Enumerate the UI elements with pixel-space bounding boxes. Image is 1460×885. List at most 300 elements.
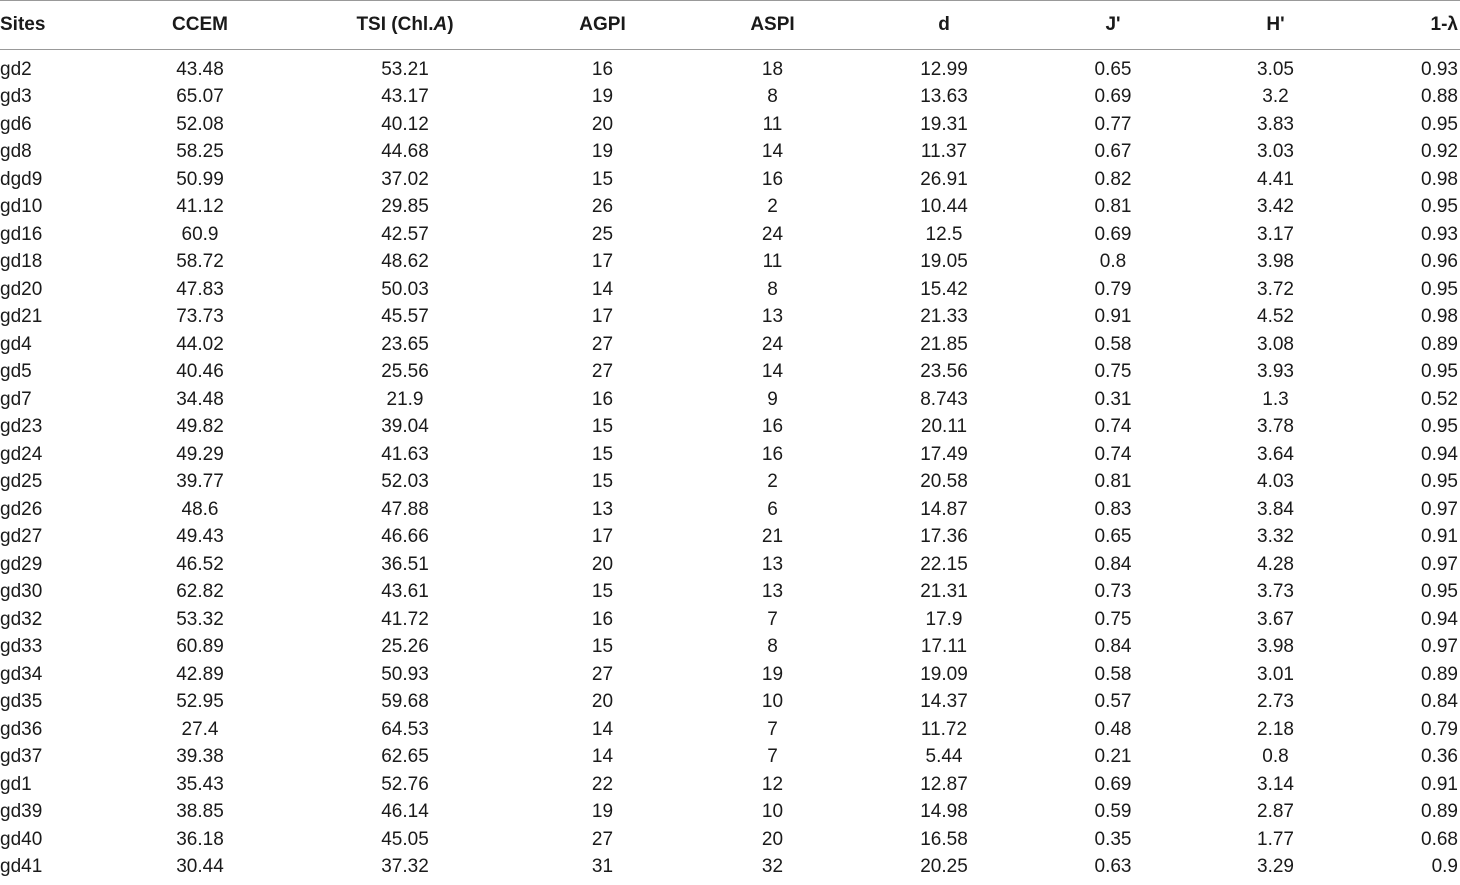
cell-ccem: 52.08 — [176, 113, 224, 135]
cell-h: 2.73 — [1257, 691, 1294, 713]
cell-h: 3.78 — [1257, 416, 1294, 438]
cell-ccem: 39.77 — [176, 471, 224, 493]
cell-h: 2.87 — [1257, 801, 1294, 823]
cell-agpi: 19 — [591, 86, 614, 108]
cell-site: gd27 — [0, 526, 43, 548]
cell-lambda: 0.89 — [1421, 801, 1458, 823]
cell-aspi: 16 — [761, 416, 784, 438]
cell-j: 0.8 — [1099, 251, 1127, 273]
cell-aspi: 13 — [761, 581, 784, 603]
cell-site: gd24 — [0, 443, 43, 465]
cell-d: 19.05 — [920, 251, 968, 273]
cell-lambda: 0.89 — [1421, 333, 1458, 355]
cell-aspi: 7 — [767, 608, 778, 630]
cell-d: 23.56 — [920, 361, 968, 383]
header-tsi-italic: A — [433, 14, 448, 35]
cell-aspi: 16 — [761, 168, 784, 190]
cell-d: 17.36 — [920, 526, 968, 548]
cell-h: 3.32 — [1257, 526, 1294, 548]
table-row — [0, 606, 1460, 634]
cell-j: 0.91 — [1094, 306, 1132, 328]
cell-j: 0.31 — [1094, 388, 1132, 410]
cell-site: gd16 — [0, 223, 43, 245]
cell-lambda: 0.95 — [1421, 581, 1458, 603]
cell-tsi: 36.51 — [381, 553, 429, 575]
cell-h: 3.42 — [1257, 196, 1294, 218]
cell-ccem: 47.83 — [176, 278, 224, 300]
cell-site: gd30 — [0, 581, 43, 603]
cell-tsi: 62.65 — [381, 746, 429, 768]
cell-ccem: 36.18 — [176, 828, 224, 850]
cell-tsi: 52.03 — [381, 471, 429, 493]
cell-site: gd4 — [0, 333, 32, 355]
table-row — [0, 84, 1460, 112]
cell-aspi: 7 — [767, 746, 778, 768]
table-row — [0, 744, 1460, 772]
cell-agpi: 20 — [591, 553, 614, 575]
table-row — [0, 579, 1460, 607]
cell-ccem: 73.73 — [176, 306, 224, 328]
cell-agpi: 17 — [591, 306, 614, 328]
table-row — [0, 634, 1460, 662]
cell-d: 22.15 — [920, 553, 968, 575]
cell-d: 17.9 — [925, 608, 963, 630]
cell-lambda: 0.96 — [1421, 251, 1458, 273]
cell-site: gd20 — [0, 278, 43, 300]
table-row — [0, 194, 1460, 222]
cell-site: gd2 — [0, 58, 32, 80]
cell-ccem: 62.82 — [176, 581, 224, 603]
cell-h: 4.52 — [1257, 306, 1294, 328]
cell-tsi: 42.57 — [381, 223, 429, 245]
cell-lambda: 0.94 — [1421, 443, 1458, 465]
table-header — [0, 1, 1460, 50]
header-agpi: AGPI — [505, 1, 700, 50]
cell-j: 0.58 — [1094, 663, 1132, 685]
cell-site: gd33 — [0, 636, 43, 658]
cell-j: 0.63 — [1094, 856, 1132, 878]
cell-j: 0.75 — [1094, 608, 1132, 630]
cell-lambda: 0.98 — [1421, 306, 1458, 328]
cell-d: 12.5 — [925, 223, 963, 245]
cell-tsi: 37.02 — [381, 168, 429, 190]
cell-d: 19.31 — [920, 113, 968, 135]
cell-site: gd36 — [0, 718, 43, 740]
cell-ccem: 30.44 — [176, 856, 224, 878]
cell-d: 17.49 — [920, 443, 968, 465]
cell-site: gd25 — [0, 471, 43, 493]
cell-j: 0.81 — [1094, 471, 1132, 493]
cell-site: gd32 — [0, 608, 43, 630]
cell-site: gd35 — [0, 691, 43, 713]
cell-agpi: 27 — [591, 828, 614, 850]
cell-j: 0.79 — [1094, 278, 1132, 300]
cell-d: 20.11 — [920, 416, 968, 438]
table-row — [0, 221, 1460, 249]
cell-tsi: 41.63 — [381, 443, 429, 465]
cell-tsi: 47.88 — [381, 498, 429, 520]
cell-ccem: 40.46 — [176, 361, 224, 383]
cell-ccem: 49.82 — [176, 416, 224, 438]
table-row — [0, 716, 1460, 744]
cell-tsi: 52.76 — [381, 773, 429, 795]
cell-tsi: 48.62 — [381, 251, 429, 273]
cell-aspi: 32 — [761, 856, 784, 878]
cell-h: 3.03 — [1257, 141, 1294, 163]
cell-lambda: 0.89 — [1421, 663, 1458, 685]
cell-h: 3.05 — [1257, 58, 1294, 80]
cell-lambda: 0.36 — [1421, 746, 1458, 768]
cell-d: 10.44 — [920, 196, 968, 218]
cell-tsi: 37.32 — [381, 856, 429, 878]
cell-j: 0.84 — [1094, 553, 1132, 575]
cell-h: 3.83 — [1257, 113, 1294, 135]
cell-j: 0.82 — [1094, 168, 1132, 190]
cell-lambda: 0.9 — [1431, 856, 1458, 878]
cell-aspi: 9 — [767, 388, 778, 410]
cell-lambda: 0.91 — [1421, 773, 1458, 795]
cell-aspi: 16 — [761, 443, 784, 465]
cell-lambda: 0.84 — [1421, 691, 1458, 713]
cell-ccem: 41.12 — [176, 196, 224, 218]
cell-agpi: 15 — [591, 581, 614, 603]
cell-d: 17.11 — [920, 636, 968, 658]
cell-agpi: 27 — [591, 663, 614, 685]
table-row — [0, 799, 1460, 827]
cell-aspi: 18 — [761, 58, 784, 80]
cell-agpi: 16 — [591, 58, 614, 80]
cell-ccem: 48.6 — [181, 498, 219, 520]
cell-aspi: 13 — [761, 306, 784, 328]
cell-tsi: 45.57 — [381, 306, 429, 328]
cell-site: dgd9 — [0, 168, 43, 190]
cell-aspi: 21 — [761, 526, 784, 548]
cell-h: 3.67 — [1257, 608, 1294, 630]
table-row — [0, 166, 1460, 194]
cell-j: 0.21 — [1094, 746, 1132, 768]
cell-d: 12.87 — [920, 773, 968, 795]
cell-aspi: 14 — [761, 361, 784, 383]
cell-ccem: 27.4 — [181, 718, 219, 740]
cell-aspi: 11 — [762, 251, 783, 273]
cell-tsi: 53.21 — [381, 58, 429, 80]
cell-site: gd8 — [0, 141, 32, 163]
cell-h: 1.77 — [1257, 828, 1294, 850]
table-row — [0, 661, 1460, 689]
cell-ccem: 38.85 — [176, 801, 224, 823]
cell-d: 14.98 — [920, 801, 968, 823]
cell-agpi: 27 — [591, 333, 614, 355]
cell-agpi: 19 — [591, 801, 614, 823]
cell-agpi: 14 — [591, 746, 614, 768]
cell-lambda: 0.95 — [1421, 196, 1458, 218]
cell-j: 0.67 — [1094, 141, 1132, 163]
table-row — [0, 111, 1460, 139]
cell-j: 0.65 — [1094, 58, 1132, 80]
cell-h: 3.14 — [1257, 773, 1294, 795]
cell-tsi: 39.04 — [381, 416, 429, 438]
cell-ccem: 60.89 — [176, 636, 224, 658]
cell-lambda: 0.95 — [1421, 416, 1458, 438]
cell-aspi: 14 — [761, 141, 784, 163]
cell-d: 15.42 — [920, 278, 968, 300]
cell-tsi: 45.05 — [381, 828, 429, 850]
cell-aspi: 10 — [761, 801, 784, 823]
cell-agpi: 25 — [591, 223, 614, 245]
table-row — [0, 50, 1460, 84]
cell-site: gd23 — [0, 416, 43, 438]
cell-h: 3.93 — [1257, 361, 1294, 383]
cell-aspi: 19 — [761, 663, 784, 685]
cell-site: gd34 — [0, 663, 43, 685]
cell-d: 5.44 — [925, 746, 963, 768]
cell-h: 3.01 — [1257, 663, 1294, 685]
cell-site: gd40 — [0, 828, 43, 850]
cell-j: 0.58 — [1094, 333, 1132, 355]
cell-h: 4.28 — [1257, 553, 1294, 575]
cell-lambda: 0.95 — [1421, 471, 1458, 493]
cell-tsi: 43.17 — [381, 86, 429, 108]
cell-site: gd41 — [0, 856, 43, 878]
cell-h: 4.03 — [1257, 471, 1294, 493]
cell-lambda: 0.94 — [1421, 608, 1458, 630]
cell-d: 14.87 — [920, 498, 968, 520]
cell-aspi: 6 — [767, 498, 778, 520]
table-row — [0, 441, 1460, 469]
cell-ccem: 60.9 — [181, 223, 219, 245]
cell-ccem: 39.38 — [176, 746, 224, 768]
cell-tsi: 59.68 — [381, 691, 429, 713]
cell-ccem: 53.32 — [176, 608, 224, 630]
cell-aspi: 11 — [762, 113, 783, 135]
cell-lambda: 0.93 — [1421, 223, 1458, 245]
cell-ccem: 52.95 — [176, 691, 224, 713]
cell-aspi: 10 — [761, 691, 784, 713]
cell-aspi: 13 — [761, 553, 784, 575]
cell-d: 20.58 — [920, 471, 968, 493]
cell-d: 21.31 — [920, 581, 968, 603]
cell-agpi: 19 — [591, 141, 614, 163]
cell-agpi: 16 — [591, 388, 614, 410]
table-row — [0, 331, 1460, 359]
cell-lambda: 0.88 — [1421, 86, 1458, 108]
cell-ccem: 50.99 — [176, 168, 224, 190]
cell-h: 3.73 — [1257, 581, 1294, 603]
cell-aspi: 24 — [761, 333, 784, 355]
cell-agpi: 17 — [591, 251, 614, 273]
cell-aspi: 12 — [761, 773, 784, 795]
cell-agpi: 15 — [591, 443, 614, 465]
cell-h: 4.41 — [1257, 168, 1294, 190]
cell-tsi: 25.26 — [381, 636, 429, 658]
header-tsi-prefix: TSI (Chl. — [356, 14, 434, 35]
cell-lambda: 0.97 — [1421, 553, 1458, 575]
cell-lambda: 0.92 — [1421, 141, 1458, 163]
cell-tsi: 23.65 — [381, 333, 429, 355]
cell-ccem: 65.07 — [176, 86, 224, 108]
cell-j: 0.57 — [1094, 691, 1132, 713]
header-ccem: CCEM — [95, 1, 305, 50]
cell-h: 3.08 — [1257, 333, 1294, 355]
cell-j: 0.48 — [1094, 718, 1132, 740]
cell-j: 0.73 — [1094, 581, 1132, 603]
cell-j: 0.84 — [1094, 636, 1132, 658]
cell-h: 3.2 — [1262, 86, 1289, 108]
table-row — [0, 689, 1460, 717]
table-row — [0, 359, 1460, 387]
header-row — [0, 1, 1460, 50]
cell-agpi: 13 — [591, 498, 614, 520]
cell-d: 19.09 — [920, 663, 968, 685]
header-lambda: 1-λ — [1368, 1, 1460, 50]
cell-agpi: 31 — [591, 856, 614, 878]
cell-agpi: 14 — [591, 278, 614, 300]
table-row — [0, 414, 1460, 442]
cell-h: 3.84 — [1257, 498, 1294, 520]
cell-site: gd1 — [0, 773, 32, 795]
cell-d: 16.58 — [920, 828, 968, 850]
cell-lambda: 0.95 — [1421, 113, 1458, 135]
cell-ccem: 58.72 — [176, 251, 224, 273]
cell-agpi: 17 — [591, 526, 614, 548]
header-sites: Sites — [0, 1, 95, 50]
cell-ccem: 43.48 — [176, 58, 224, 80]
cell-j: 0.69 — [1094, 86, 1132, 108]
cell-j: 0.69 — [1094, 773, 1132, 795]
header-d: d — [845, 1, 1043, 50]
cell-h: 3.98 — [1257, 636, 1294, 658]
table-row — [0, 386, 1460, 414]
cell-lambda: 0.91 — [1421, 526, 1458, 548]
header-tsi — [305, 1, 505, 50]
table-row — [0, 826, 1460, 854]
cell-aspi: 2 — [767, 196, 778, 218]
cell-site: gd3 — [0, 86, 32, 108]
cell-site: gd6 — [0, 113, 32, 135]
cell-d: 11.72 — [920, 718, 968, 740]
cell-agpi: 20 — [591, 691, 614, 713]
cell-tsi: 46.14 — [381, 801, 429, 823]
cell-site: gd21 — [0, 306, 43, 328]
header-h: H' — [1183, 1, 1368, 50]
cell-h: 3.64 — [1257, 443, 1294, 465]
cell-aspi: 8 — [767, 636, 778, 658]
cell-d: 20.25 — [920, 856, 968, 878]
cell-j: 0.75 — [1094, 361, 1132, 383]
cell-h: 2.18 — [1257, 718, 1294, 740]
cell-tsi: 21.9 — [386, 388, 424, 410]
cell-agpi: 14 — [591, 718, 614, 740]
cell-agpi: 15 — [591, 168, 614, 190]
cell-tsi: 46.66 — [381, 526, 429, 548]
table-row — [0, 249, 1460, 277]
cell-lambda: 0.52 — [1421, 388, 1458, 410]
cell-j: 0.65 — [1094, 526, 1132, 548]
cell-h: 3.72 — [1257, 278, 1294, 300]
table-row — [0, 524, 1460, 552]
cell-ccem: 49.43 — [176, 526, 224, 548]
cell-aspi: 20 — [761, 828, 784, 850]
cell-site: gd29 — [0, 553, 43, 575]
cell-j: 0.74 — [1094, 443, 1132, 465]
cell-lambda: 0.95 — [1421, 361, 1458, 383]
cell-d: 14.37 — [920, 691, 968, 713]
header-j: J' — [1043, 1, 1183, 50]
cell-d: 12.99 — [920, 58, 968, 80]
cell-aspi: 8 — [767, 278, 778, 300]
cell-aspi: 7 — [767, 718, 778, 740]
cell-ccem: 49.29 — [176, 443, 224, 465]
cell-site: gd37 — [0, 746, 43, 768]
table-row — [0, 496, 1460, 524]
cell-j: 0.59 — [1094, 801, 1132, 823]
table-row — [0, 276, 1460, 304]
cell-agpi: 20 — [591, 113, 614, 135]
cell-d: 26.91 — [920, 168, 968, 190]
cell-site: gd18 — [0, 251, 43, 273]
cell-lambda: 0.95 — [1421, 278, 1458, 300]
cell-site: gd7 — [0, 388, 32, 410]
table-row — [0, 139, 1460, 167]
cell-d: 11.37 — [920, 141, 968, 163]
cell-tsi: 41.72 — [381, 608, 429, 630]
cell-j: 0.74 — [1094, 416, 1132, 438]
cell-d: 21.33 — [920, 306, 968, 328]
cell-tsi: 50.93 — [381, 663, 429, 685]
cell-aspi: 24 — [761, 223, 784, 245]
cell-j: 0.35 — [1094, 828, 1132, 850]
cell-j: 0.81 — [1094, 196, 1132, 218]
cell-agpi: 27 — [591, 361, 614, 383]
cell-ccem: 46.52 — [176, 553, 224, 575]
cell-site: gd10 — [0, 196, 43, 218]
cell-agpi: 15 — [591, 416, 614, 438]
cell-h: 3.17 — [1257, 223, 1294, 245]
table-row — [0, 469, 1460, 497]
cell-tsi: 50.03 — [381, 278, 429, 300]
cell-lambda: 0.68 — [1421, 828, 1458, 850]
cell-site: gd39 — [0, 801, 43, 823]
cell-j: 0.77 — [1094, 113, 1132, 135]
cell-lambda: 0.97 — [1421, 636, 1458, 658]
table-row — [0, 551, 1460, 579]
cell-site: gd5 — [0, 361, 32, 383]
cell-d: 13.63 — [920, 86, 968, 108]
cell-agpi: 16 — [591, 608, 614, 630]
table-body — [0, 50, 1460, 882]
cell-h: 3.29 — [1257, 856, 1294, 878]
cell-agpi: 15 — [591, 636, 614, 658]
cell-tsi: 44.68 — [381, 141, 429, 163]
cell-ccem: 58.25 — [176, 141, 224, 163]
cell-tsi: 29.85 — [381, 196, 429, 218]
cell-tsi: 43.61 — [381, 581, 429, 603]
cell-tsi: 64.53 — [381, 718, 429, 740]
cell-d: 21.85 — [920, 333, 968, 355]
cell-lambda: 0.97 — [1421, 498, 1458, 520]
table-row — [0, 771, 1460, 799]
table-row — [0, 854, 1460, 882]
cell-tsi: 25.56 — [381, 361, 429, 383]
cell-j: 0.83 — [1094, 498, 1132, 520]
header-aspi: ASPI — [700, 1, 845, 50]
cell-agpi: 22 — [591, 773, 614, 795]
cell-agpi: 26 — [591, 196, 614, 218]
cell-tsi: 40.12 — [381, 113, 429, 135]
cell-agpi: 15 — [591, 471, 614, 493]
cell-ccem: 42.89 — [176, 663, 224, 685]
cell-ccem: 35.43 — [176, 773, 224, 795]
